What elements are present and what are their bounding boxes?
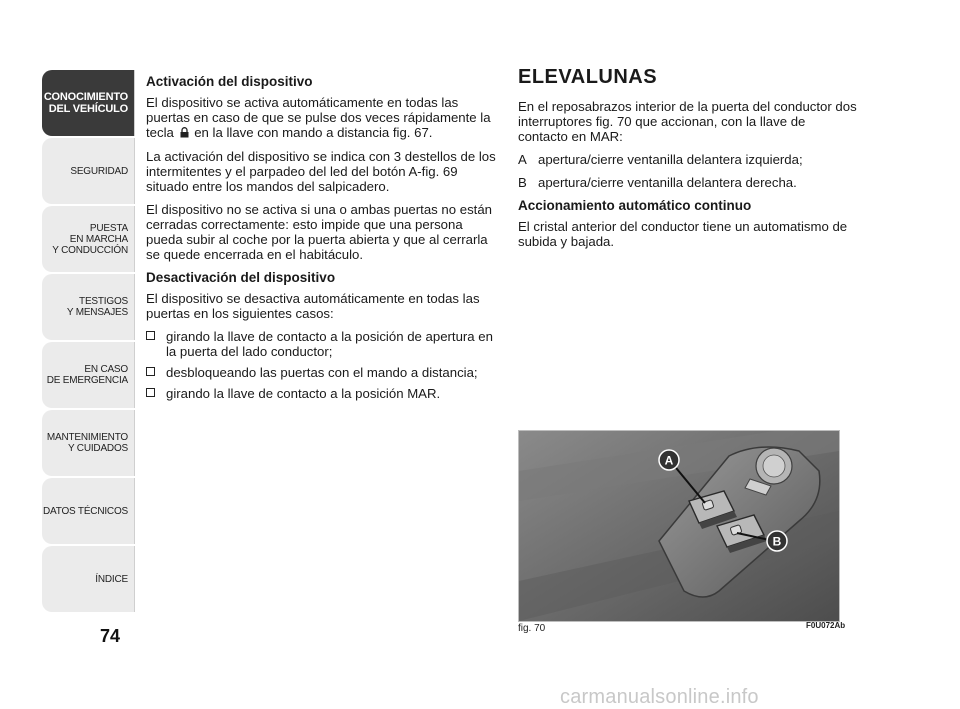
auto-paragraph: El cristal anterior del conductor tiene un automatismo de subida y bajada. xyxy=(518,219,848,249)
activation-heading: Activación del dispositivo xyxy=(146,74,313,89)
activation-text-b: en la llave con mando a distancia fig. 67. xyxy=(194,125,433,140)
lock-icon xyxy=(180,126,189,141)
tab-indice[interactable]: ÍNDICE xyxy=(42,546,134,612)
intro-paragraph: En el reposabrazos interior de la puerta del conductor dos interruptores fig. 70 que accionan, con la llave de contacto en MAR: xyxy=(518,99,857,144)
list-item: desbloqueando las puertas con el mando a distancia; xyxy=(146,365,496,380)
list-item: B apertura/cierre ventanilla delantera derecha. xyxy=(518,175,797,190)
tab-testigos-y-mensajes[interactable]: TESTIGOS Y MENSAJES xyxy=(42,274,134,340)
list-item: A apertura/cierre ventanilla delantera izquierda; xyxy=(518,152,803,167)
list-item: girando la llave de contacto a la posición de apertura en la puerta del lado conductor; xyxy=(146,329,496,359)
right-column xyxy=(518,66,858,257)
auto-heading: Accionamiento automático continuo xyxy=(518,198,752,213)
deactivation-heading: Desactivación del dispositivo xyxy=(146,270,336,285)
label-a: A xyxy=(664,453,674,468)
window-switch-figure xyxy=(518,430,840,622)
left-column xyxy=(146,74,496,407)
figure-caption: fig. 70 xyxy=(518,623,546,634)
section-title: ELEVALUNAS xyxy=(518,66,658,88)
tab-datos-tecnicos[interactable]: DATOS TÉCNICOS xyxy=(42,478,134,544)
checkbox-bullet-icon xyxy=(146,331,155,340)
checkbox-bullet-icon xyxy=(146,388,155,397)
section-tabs xyxy=(42,70,134,614)
switch-list xyxy=(518,152,858,190)
tab-conocimiento-del-vehiculo[interactable]: CONOCIMIENTO DEL VEHÍCULO xyxy=(42,70,134,136)
activation-paragraph-2: La activación del dispositivo se indica con 3 destellos de los intermitentes y el parpadeo del led del botón A-fig. 69 situado entre los mandos del salpicadero. xyxy=(146,149,496,194)
checkbox-bullet-icon xyxy=(146,367,155,376)
watermark: carmanualsonline.info xyxy=(560,686,759,708)
tab-mantenimiento[interactable]: MANTENIMIENTO Y CUIDADOS xyxy=(42,410,134,476)
deactivation-list xyxy=(146,329,496,401)
figure-code: F0U072Ab xyxy=(806,621,846,630)
list-item: girando la llave de contacto a la posición MAR. xyxy=(146,386,496,401)
activation-paragraph-3: El dispositivo no se activa si una o ambas puertas no están cerradas correctamente: esto impide que una persona pueda subir al coche por la puerta abierta y que al cerrarla se quede encerrada en el habitáculo. xyxy=(146,202,493,262)
tab-seguridad[interactable]: SEGURIDAD xyxy=(42,138,134,204)
window-switch-illustration xyxy=(519,431,839,621)
tab-en-caso-de-emergencia[interactable]: EN CASO DE EMERGENCIA xyxy=(42,342,134,408)
label-b: B xyxy=(772,534,782,549)
activation-text-a: El dispositivo se activa automáticamente en todas las puertas en caso de que se pulse dos veces rápidamente la tecla xyxy=(146,95,491,140)
activation-paragraph-1 xyxy=(146,95,496,141)
tab-puesta-en-marcha[interactable]: PUESTA EN MARCHA Y CONDUCCIÓN xyxy=(42,206,134,272)
page-number: 74 xyxy=(100,626,121,646)
deactivation-paragraph: El dispositivo se desactiva automáticamente en todas las puertas en los siguientes casos: xyxy=(146,291,480,321)
